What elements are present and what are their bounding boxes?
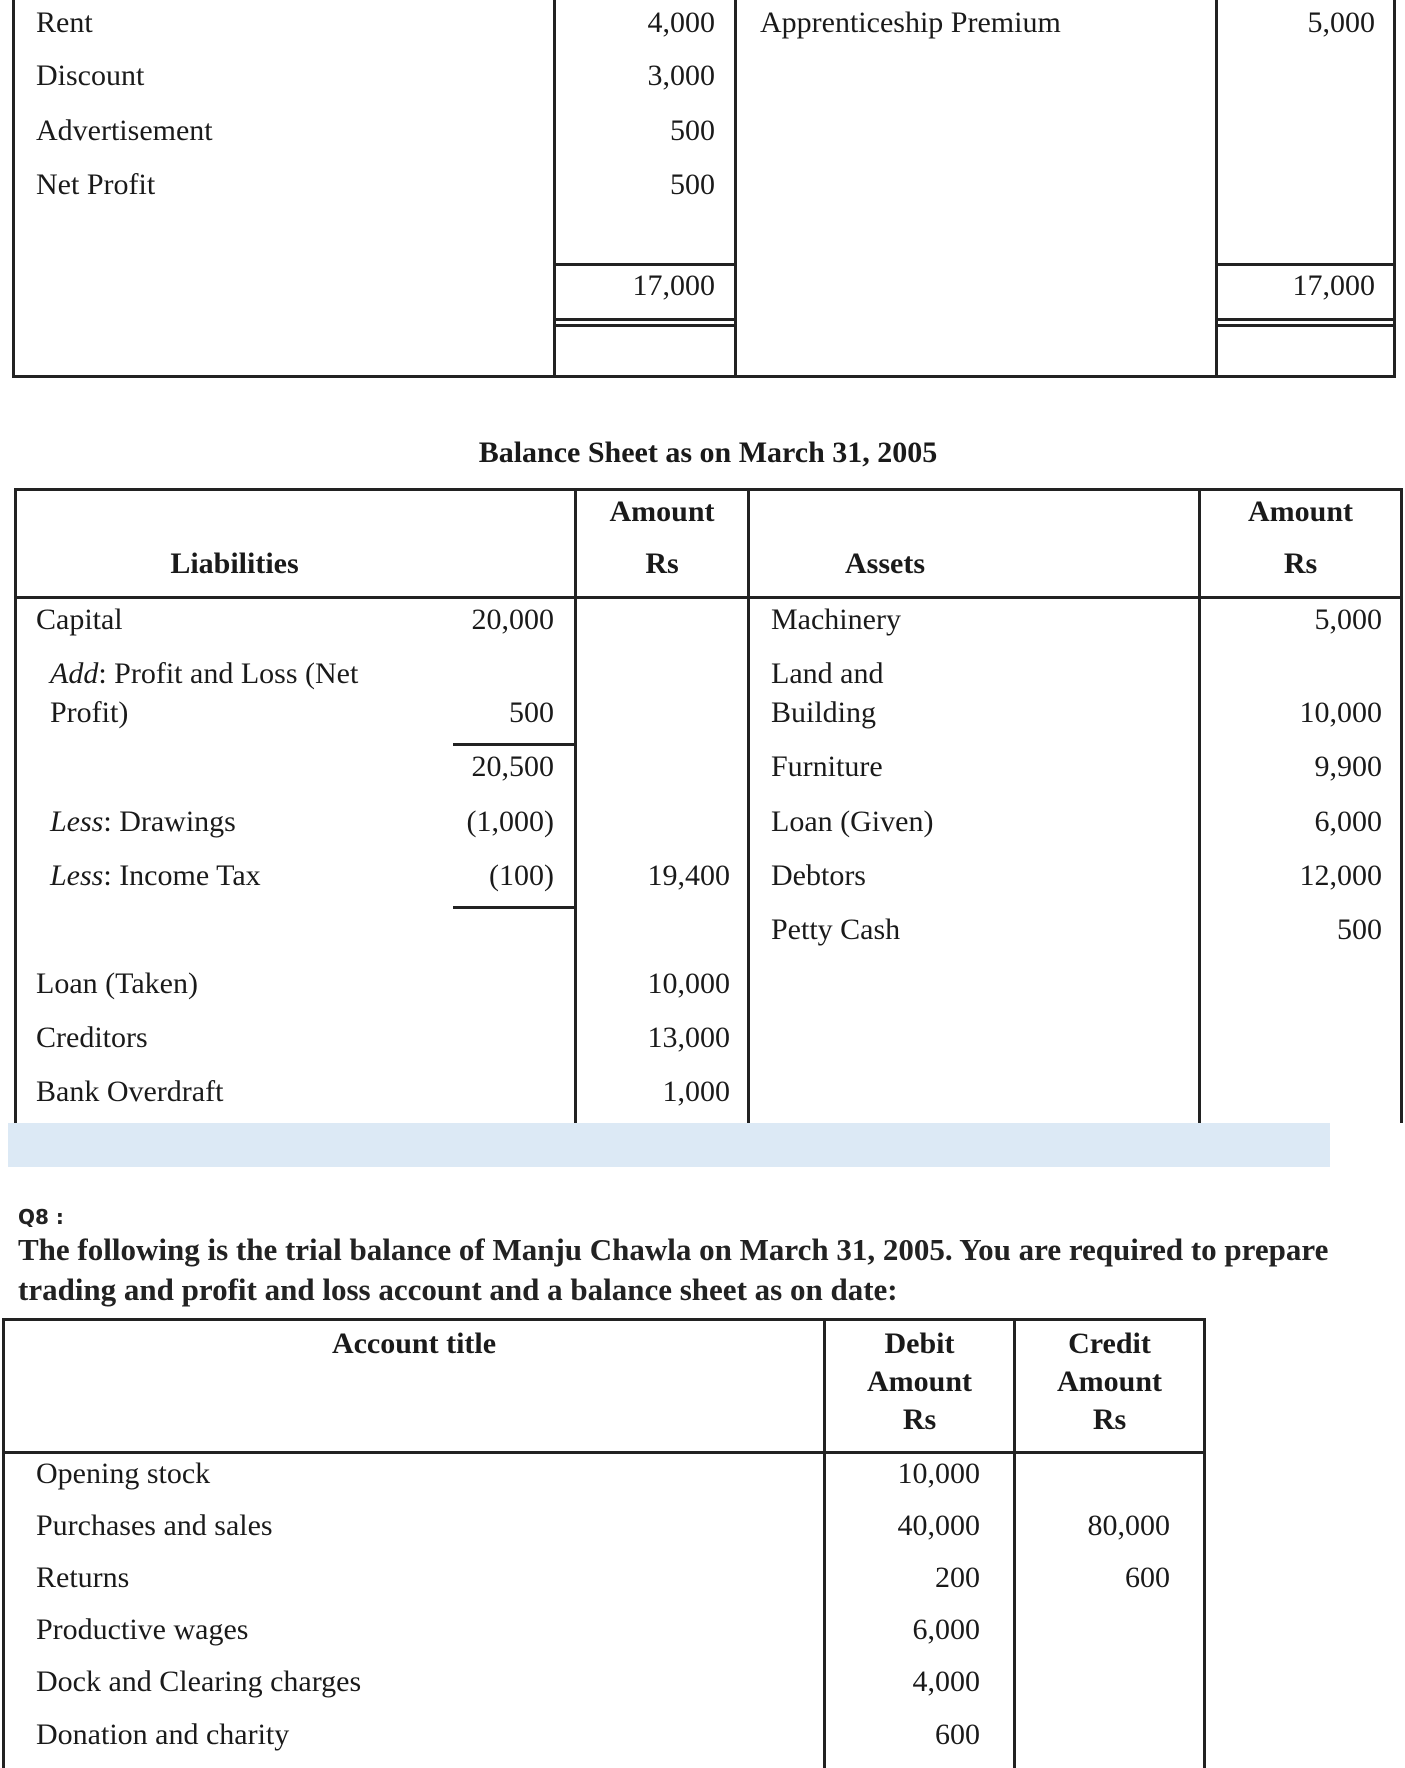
tb-header-debit: Amount [866,1365,972,1398]
bs-add-prefix: Add [50,657,99,690]
tb-row-label: Opening stock [36,1457,211,1490]
bs-capital-total: 19,400 [647,859,730,892]
pl-left-amount: 500 [670,114,715,147]
question-separator-band [8,1123,1330,1167]
tb-row-label: Productive wages [36,1613,249,1646]
bs-asset-label: Machinery [771,603,901,636]
pl-right-label: Apprenticeship Premium [760,6,1061,39]
tb-header-credit: Credit [1068,1327,1151,1360]
pl-left-amount: 3,000 [647,59,715,92]
bs-asset-label: Furniture [771,750,883,783]
tb-header-credit: Amount [1056,1365,1162,1398]
bs-less-drawings-label: : Drawings [103,805,236,838]
question-label: Q8 : [18,1205,64,1229]
bs-asset-amount: 12,000 [1299,859,1382,892]
bs-less-drawings-value: (1,000) [466,805,554,838]
bs-border-right [1400,488,1403,1123]
bs-liability-label: Loan (Taken) [36,967,198,1000]
tb-border-right [1203,1318,1206,1768]
bs-header-liabilities: Liabilities [170,547,299,580]
tb-header-debit: Debit [884,1327,955,1360]
bs-add-line2: Profit) [50,696,129,729]
bs-subtotal: 20,500 [471,750,554,783]
pl-right-amount: 5,000 [1307,6,1375,39]
tb-row-debit: 4,000 [912,1665,980,1698]
bs-liability-amount: 10,000 [647,967,730,1000]
bs-asset-label: Land and [771,657,884,690]
tb-top-line [2,1318,1206,1321]
bs-asset-amount: 6,000 [1314,805,1382,838]
bs-less-tax [50,859,261,893]
bs-add-profit [50,657,358,691]
pl-left-label: Net Profit [36,168,156,201]
bs-liability-amount: 1,000 [662,1075,730,1108]
pl-total-line [553,324,737,327]
tb-row-label: Donation and charity [36,1718,290,1751]
pl-left-label: Rent [36,6,93,39]
pl-right-total: 17,000 [1292,269,1375,302]
bs-add-value: 500 [509,696,554,729]
pl-left-amount: 500 [670,168,715,201]
bs-header-amount: Amount [1247,495,1353,528]
tb-row-label: Purchases and sales [36,1509,273,1542]
pl-bottom-line [12,375,1396,378]
pl-total-line [1215,263,1396,266]
tb-row-debit: 40,000 [897,1509,980,1542]
bs-subtotal-line [453,906,574,909]
pl-total-line [553,263,737,266]
pl-left-amount: 4,000 [647,6,715,39]
bs-header-amount: Amount [609,495,715,528]
bs-subtotal-line [453,743,574,746]
bs-add-line1: : Profit and Loss (Net [98,657,359,690]
pl-left-label: Discount [36,59,145,92]
bs-border [747,488,750,1123]
bs-capital-value: 20,000 [471,603,554,636]
tb-header-debit: Rs [902,1403,937,1436]
pl-total-line [553,318,737,321]
pl-left-total: 17,000 [632,269,715,302]
bs-liability-label: Bank Overdraft [36,1075,224,1108]
tb-header-credit: Rs [1092,1403,1127,1436]
pl-total-line [1215,318,1396,321]
tb-row-credit: 600 [1125,1561,1170,1594]
bs-header-line [14,596,1403,599]
bs-header-rs: Rs [645,547,679,580]
bs-asset-label: Loan (Given) [771,805,934,838]
pl-border [1215,0,1218,378]
pl-border [553,0,556,378]
bs-asset-amount: 10,000 [1299,696,1382,729]
bs-liability-label: Creditors [36,1021,148,1054]
tb-row-debit: 200 [935,1561,980,1594]
tb-row-debit: 6,000 [912,1613,980,1646]
tb-row-label: Returns [36,1561,130,1594]
bs-less-prefix: Less [50,859,104,892]
bs-capital-label: Capital [36,603,123,636]
bs-top-line [14,488,1403,491]
bs-asset-label: Petty Cash [771,913,901,946]
bs-less-prefix: Less [50,805,104,838]
bs-asset-amount: 500 [1337,913,1382,946]
bs-less-drawings [50,805,236,839]
pl-border-right [1393,0,1396,378]
tb-row-debit: 10,000 [897,1457,980,1490]
bs-less-tax-value: (100) [489,859,554,892]
bs-asset-label: Debtors [771,859,866,892]
tb-row-credit: 80,000 [1087,1509,1170,1542]
tb-header-line [2,1451,1206,1454]
bs-liability-amount: 13,000 [647,1021,730,1054]
bs-header-assets: Assets [845,547,925,580]
tb-row-label: Dock and Clearing charges [36,1665,362,1698]
bs-asset-amount: 9,900 [1314,750,1382,783]
pl-border-left [12,0,15,378]
bs-border-left [14,488,17,1123]
tb-row-debit: 600 [935,1718,980,1751]
pl-left-label: Advertisement [36,114,213,147]
question-text: The following is the trial balance of Manju Chawla on March 31, 2005. You are required to prepare trading and profit and loss account and a balance sheet as on date: [18,1232,1329,1307]
balance-sheet-title: Balance Sheet as on March 31, 2005 [478,436,938,469]
bs-asset-label-line2: Building [771,696,877,729]
bs-border [574,488,577,1123]
bs-border [1198,488,1201,1123]
bs-less-tax-label: : Income Tax [103,859,261,892]
tb-header-account: Account title [331,1327,497,1360]
bs-header-rs: Rs [1283,547,1318,580]
bs-asset-amount: 5,000 [1314,603,1382,636]
pl-border [734,0,737,378]
tb-border-left [2,1318,5,1768]
pl-total-line [1215,324,1396,327]
